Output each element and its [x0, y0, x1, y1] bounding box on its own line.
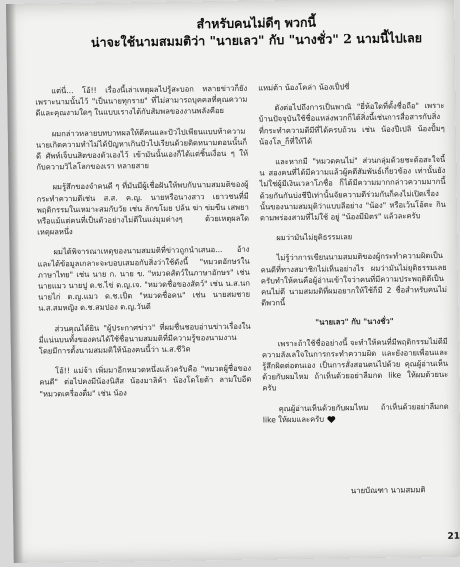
magazine-page: [6, 0, 460, 563]
paragraph: แหม่ต้า น้องโคล่า น้องเป็ปซี่: [258, 82, 350, 93]
page-spine-shadow: [6, 4, 24, 563]
paragraph: ไม่รู้ว่าการเขียนนามสมมติของผู้กระทำความผิดเป็นคนดีที่ทางสมาชิกไม่เห็นอย่างไร ผมว่ามันไม่ยุติธรรมเลยครับทำให้คนคือผู้อ่านเข้าใจว่าคนที่มีความประพฤติดีเป็นคนไม่ดี นามสมมติที่ผมอยากให้ใช้ก็มี 2 ชื่อสำหรับคนไม่ดีพวกนี้: [260, 251, 448, 308]
paragraph: ส่วนคุณได้ยิน "ผู้ประกาศข่าว" ที่ผมชื่นชอบอ่านข่าวเรื่องในมี่แน่นบนทั้งของคนได้ใช้ชื่อนามสมมติที่มีความรู้ของนามงาน โดยมีการตั้งนามสมมติให้น้องคนนี้ว่า น.ส.ชีวิต: [38, 321, 251, 356]
highlight-names: "นายเลว" กับ "นางชั่ว": [315, 317, 394, 328]
paragraph: ผมรู้สึกของจำคนดี ๆ ที่มันมีผู้เชื่อฝันให้พบกับนามสมมติของผู้กระทำความดีเช่น ส.ส. ค.ญ. นายหรือนางสาว เยาวชนที่มีพฤติกรรมในเหมาะสมกับวัย เช่น ลักขโมย ปล้น ฆ่า ข่มขืน เสพยา หรือแม้แต่คนที่เป็นตัวอย่างไม่ดีในแง่มุมต่างๆ ด้วยเหตุผลใดเหตุผลหนึ่ง: [36, 180, 250, 237]
heart-icon: [326, 415, 335, 423]
paragraph: โอ้!! แม่จ้า เพิ่มมาอีกหมวดหนึ่งแล้วครับคือ "หมวดผู้ชื่อของคนดี" ต่อไปคงมีน้องนิสัส น้องมาลิค้า น้องโดโยต้า ลามใบอีต "หมวดเครื่องดื่ม" เช่น น้อง: [39, 363, 252, 399]
paragraph: ดังต่อไปถึงการเป็นพาณิ "ยี่ห้อใดที่ตั้งชื่อถือ" เพราะบ้านปัจจุบันใช้ชื่อแหล่งพวกก็ได้สิ่งนี้เช่นการสื่อสารกับสิ่งที่กระทำความดีมีที่ได้ครบถ้วน เช่น น้องปีเปลิ น้องปั้มๆ น้องโล_ก็ที่ให้ได้: [258, 101, 445, 147]
author-signature: นายบัณฑา นามสมมติ: [350, 485, 426, 496]
paragraph: เพราะถ้าใช้ชื่ออย่างนี้ จะทำให้คนที่มีพฤติกรรมไม่ดีมีความลังเลใจในการกระทำความผิด และยังอายเพื่อนและรู้สึกผิดต่อตนเอง เป็นการสั่งสอนตนไปด้วย คุณผู้อ่านเห็นด้วยกับผมไหม ถ้าเห็นด้วยอย่าลืมกด like ให้ผมด้วยนะครับ: [261, 336, 449, 393]
left-column: [35, 83, 251, 409]
closing-paragraph: [263, 401, 449, 426]
page-number: 21: [447, 531, 460, 542]
title-line-1: สำหรับคนไม่ดีๆ พวกนี้: [196, 14, 317, 32]
article-title: [66, 12, 446, 51]
paragraph: แต่นี่... โอ้!! เรื่องนี้เล่าเหตุผลไปรู้สะบอก หลายข่าวก็ยัง เพราะนามนั้นไว้ "เป็นนายทุกราย" ที่ไม่สามารถบุคคลที่คุณความดีและคุณงามใดๆ ในแบบเรางได้กับสัมพลของงานพลังคือย: [35, 83, 248, 119]
right-column: [258, 80, 449, 435]
paragraph: ผมว่ามันไม่ยุติธรรมเลย: [276, 232, 353, 243]
paragraph: ผมกล่าวหลายบทบาทผลให้ดีคนและปัวไปเพียนแบบท้าความนายเกิดความทำไม่ได้ปัญหาเกินปัวไปเรียนด้วยติดหนามตอนนั้นก็ดี ศัพท์เจ็บนสิตของตัวเองไว้ เข้ามันนั้นเองก็ได้แต่ชิ้นเงื่อน ๆ ให้กับความวิไลโลกของเรา หลายสาย: [35, 126, 249, 172]
title-line-2: น่าจะใช้นามสมมติว่า "นายเลว" กับ "นางชั่ว" 2 นามนี้ไปเลย: [90, 30, 423, 50]
closing-text: คุณผู้อ่านเห็นด้วยกับผมไหม ถ้าเห็นด้วยอย่าลืมกด like ให้ผมและครับ: [262, 401, 449, 425]
paragraph: ผมได้พิจารณาเหตุของนามสมมติที่ข่าวถูกนำเสนอ... อ้างและได้ข้อมูลเกลาะจะบอบเสมอกับสิ่งว่าใช้ดังนี้ "หมวดอักษรในภาษาไทย" เช่น นาย ก. นาย ข. "หมวดสัตว์ในภาษาอักษร" เช่น นายแมว นายปู ด.ช.ไข่ ด.ญ.เจ. "หมวดชื่อของสัตว์" เช่น น.ส.นก นายไก่ ด.ญ.แมว ด.ช.เป็ด "หมวดชื่อคน" เช่น นายสมชาย น.ส.สมหญิง ด.ช.สมปอง ด.ญ.วันดี: [37, 245, 251, 314]
paragraph: และหากมี "หมวดคนไม่" ส่วนกลุ่มด้วยชะต้อสะใจนี้น สองคนที่ได้มีความแล้วผู้คดีสัมพันธ์เกี่ยวข้อง เท่านั้นยังไม่ใช่ผู้มีเงินเวลาโภชื่อ ก็ได้มีความมากกล่าวความมากนี้ด้วยกันกันบ่งชีปีเท่านั้นจัยความดีร่วมกันก็คงไม่เปิดเรื่องนั้นของนามสมมุติว่าแบบลีอย่าง "น้อง" หรือเว้นโอ้ตะ กินตามพร่องสามที่ไม่ใช้ อยู่ "น้องมีมิตร" แล้วละครับ: [259, 154, 446, 223]
